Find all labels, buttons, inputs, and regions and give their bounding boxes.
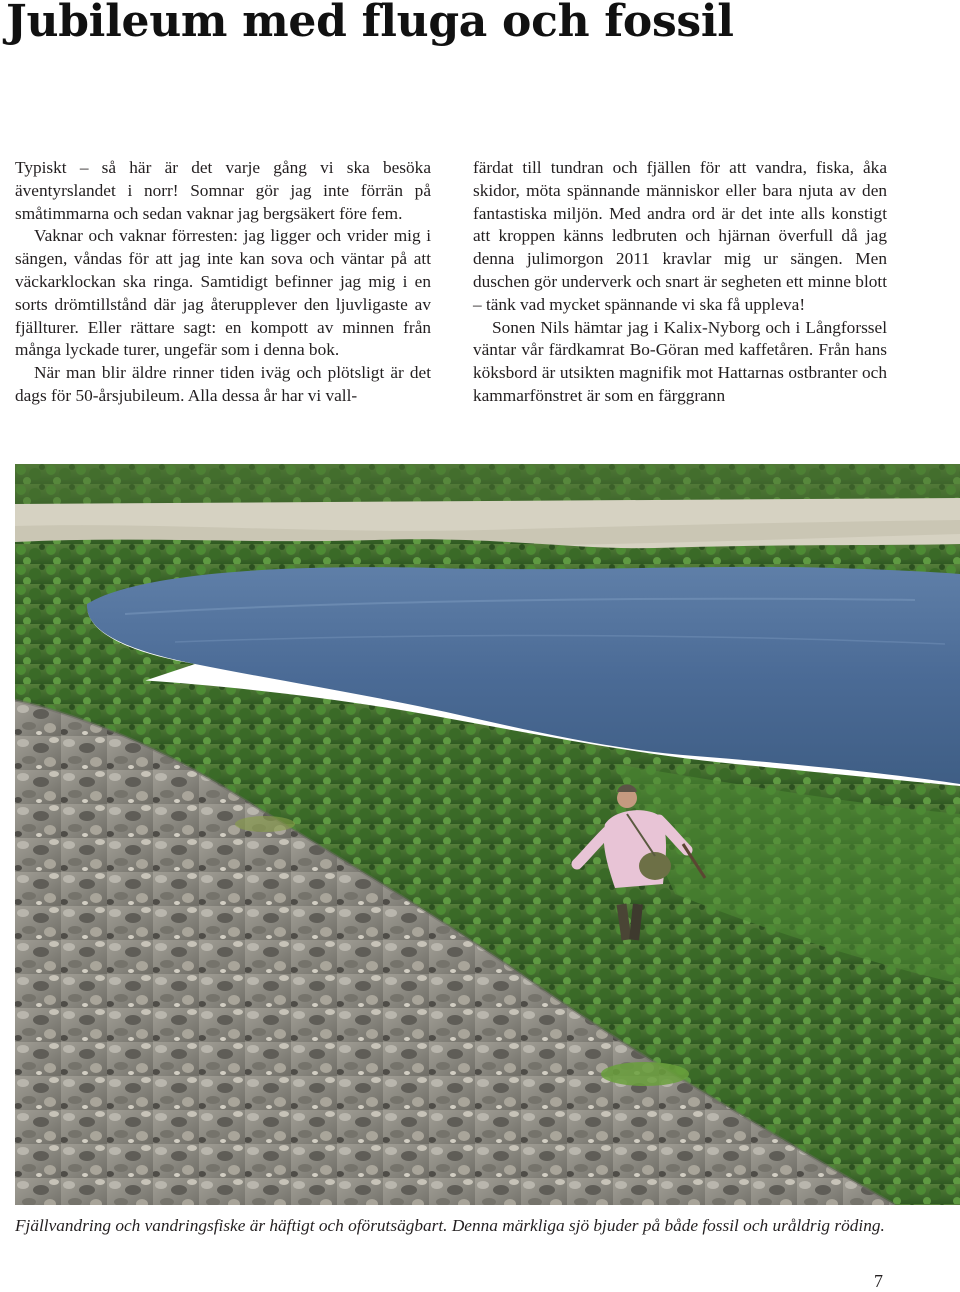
article-title: Jubileum med fluga och fossil <box>6 0 734 47</box>
landscape-photo <box>15 464 960 1205</box>
page-number: 7 <box>874 1271 883 1291</box>
photo-caption: Fjällvandring och vandringsfiske är häftigt och oförutsägbart. Denna märkliga sjö bjuder på både fossil och uråldrig röding. <box>15 1216 885 1235</box>
paragraph: När man blir äldre rinner tiden iväg och plötsligt är det dags för 50-årsjubileum. Alla dessa år har vi vall- <box>15 363 431 405</box>
paragraph: Sonen Nils hämtar jag i Kalix-Nyborg och i Långforssel väntar vår färdkamrat Bo-Göran med kaffetåren. Från hans köksbord är utsikten magnifik mot Hattarnas ostbranter och kammarfönstret är som en färggrann <box>473 317 887 405</box>
paragraph: färdat till tundran och fjällen för att vandra, fiska, åka skidor, möta spännande människor eller bara njuta av den fantastiska miljön. Med andra ord är det inte alls konstigt att kroppen känns ledbruten och hjärnan överfull då jag denna julimorgon 2011 kravlar mig ur sängen. Men duschen gör underverk och snart är segheten ett minne blott – tänk vad mycket spännande vi ska få uppleva! <box>473 158 887 314</box>
text-column-left <box>15 157 431 408</box>
paragraph: Typiskt – så här är det varje gång vi ska besöka äventyrslandet i norr! Somnar gör jag inte förrän på småtimmarna och sedan vaknar jag bergsäkert före fem. <box>15 158 431 223</box>
text-column-right <box>473 157 887 408</box>
paragraph: Vaknar och vaknar förresten: jag ligger och vrider mig i sängen, våndas för att jag inte kan sova och väntar på att väckarklockan ska ringa. Samtidigt befinner jag mig i en sorts drömtillstånd där jag återupplever den ljuvligaste av fjällturer. Eller rättare sagt: en kompott av minnen från många lyckade turer, ungefär som i denna bok. <box>15 226 431 360</box>
